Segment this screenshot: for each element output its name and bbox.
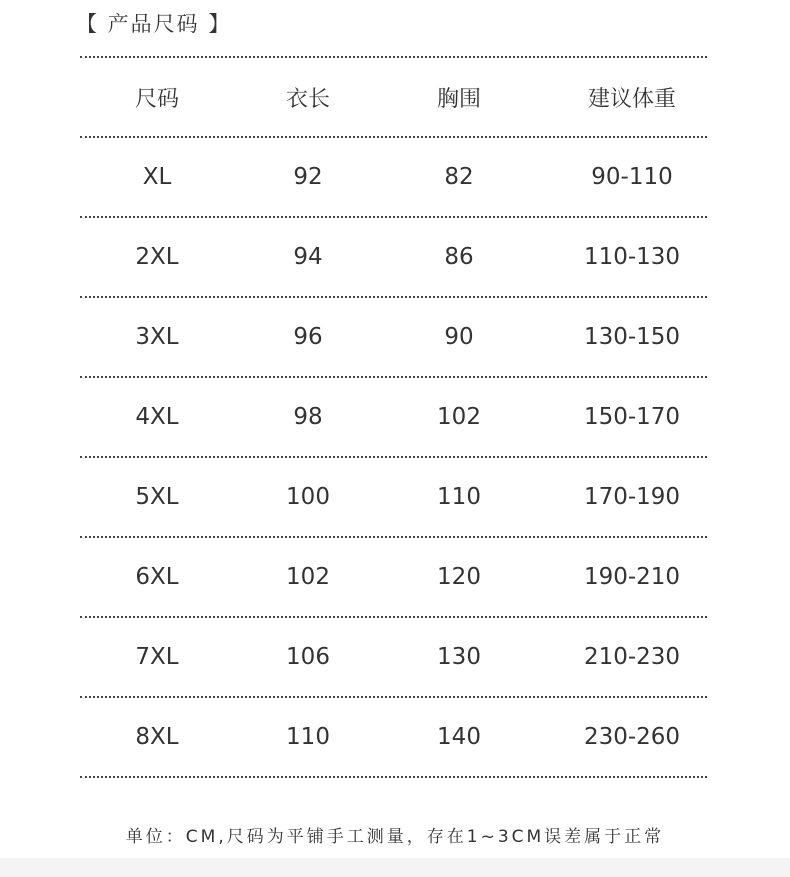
cell-weight: 230-260 xyxy=(583,724,681,750)
header-chest: 胸围 xyxy=(436,86,481,112)
cell-weight: 190-210 xyxy=(583,564,681,590)
cell-size: XL xyxy=(142,164,172,190)
cell-size: 6XL xyxy=(135,564,179,590)
cell-length: 110 xyxy=(286,724,330,750)
cell-length: 102 xyxy=(286,564,330,590)
header-weight: 建议体重 xyxy=(587,86,676,112)
table-row xyxy=(80,458,707,536)
cell-size: 5XL xyxy=(135,484,179,510)
table-row xyxy=(80,698,707,776)
bottom-strip xyxy=(0,858,790,877)
cell-weight: 150-170 xyxy=(583,404,681,430)
cell-length: 94 xyxy=(293,244,323,270)
cell-size: 3XL xyxy=(135,324,179,350)
cell-length: 92 xyxy=(293,164,323,190)
cell-chest: 120 xyxy=(437,564,481,590)
table-row xyxy=(80,618,707,696)
table-row xyxy=(80,298,707,376)
cell-weight: 170-190 xyxy=(583,484,681,510)
table-divider xyxy=(80,776,707,778)
cell-size: 2XL xyxy=(135,244,179,270)
cell-weight: 130-150 xyxy=(583,324,681,350)
table-row xyxy=(80,538,707,616)
cell-weight: 110-130 xyxy=(583,244,681,270)
table-row xyxy=(80,218,707,296)
cell-chest: 82 xyxy=(444,164,474,190)
table-row xyxy=(80,138,707,216)
cell-length: 98 xyxy=(293,404,323,430)
cell-length: 106 xyxy=(286,644,330,670)
header-size: 尺码 xyxy=(134,86,179,112)
measurement-note: 单位：CM,尺码为平铺手工测量，存在1~3CM误差属于正常 xyxy=(125,827,665,847)
cell-weight: 210-230 xyxy=(583,644,681,670)
cell-weight: 90-110 xyxy=(591,164,673,190)
page-title: 【 产品尺码 】 xyxy=(76,12,232,36)
header-length: 衣长 xyxy=(285,86,330,112)
cell-chest: 86 xyxy=(444,244,474,270)
cell-size: 4XL xyxy=(135,404,179,430)
cell-chest: 110 xyxy=(437,484,481,510)
cell-chest: 130 xyxy=(437,644,481,670)
cell-chest: 140 xyxy=(437,724,481,750)
cell-length: 100 xyxy=(286,484,330,510)
cell-chest: 102 xyxy=(437,404,481,430)
cell-size: 8XL xyxy=(135,724,179,750)
cell-chest: 90 xyxy=(444,324,474,350)
size-table xyxy=(80,56,707,778)
cell-length: 96 xyxy=(293,324,323,350)
table-header-row xyxy=(80,58,707,136)
cell-size: 7XL xyxy=(135,644,179,670)
table-row xyxy=(80,378,707,456)
